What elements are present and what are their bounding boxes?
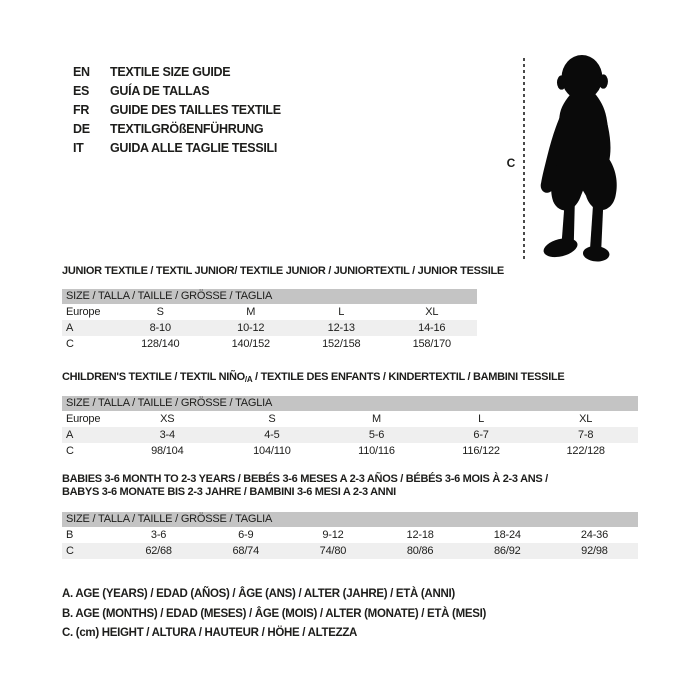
height-cell: 122/128 <box>566 445 605 457</box>
babies-size-table <box>62 512 638 559</box>
row-label: B <box>66 529 74 541</box>
junior-size-table <box>62 289 477 352</box>
language-row-it <box>73 139 281 158</box>
table-row-age-years <box>62 427 638 443</box>
size-cell: XL <box>425 306 439 318</box>
age-cell: 18-24 <box>493 529 521 541</box>
size-header-bar: SIZE / TALLA / TAILLE / GRÖSSE / TAGLIA <box>62 289 477 304</box>
language-row-es <box>73 82 281 101</box>
age-cell: 3-4 <box>159 429 175 441</box>
language-code: IT <box>73 141 84 155</box>
table-row-age-years <box>62 320 477 336</box>
row-label: C <box>66 545 74 557</box>
size-cell: L <box>338 306 345 318</box>
babies-heading-line1: BABIES 3-6 MONTH TO 2-3 YEARS / BEBÉS 3-6 MESES A 2-3 AÑOS / BÉBÉS 3-6 MOIS À 2-3 ANS / <box>62 473 548 485</box>
language-row-de <box>73 120 281 139</box>
height-measure-dashed-line <box>523 58 525 260</box>
height-cell: 116/122 <box>462 445 500 457</box>
row-label: C <box>66 338 74 350</box>
size-header-bar: SIZE / TALLA / TAILLE / GRÖSSE / TAGLIA <box>62 512 638 527</box>
children-heading-pre: CHILDREN'S TEXTILE / TEXTIL NIÑO <box>62 371 245 383</box>
age-cell: 8-10 <box>149 322 171 334</box>
language-row-fr <box>73 101 281 120</box>
children-table-heading <box>62 371 564 386</box>
age-cell: 12-18 <box>406 529 434 541</box>
age-cell: 7-8 <box>578 429 594 441</box>
size-cell: XL <box>579 413 593 425</box>
language-code: FR <box>73 103 90 117</box>
table-row-height-cm <box>62 443 638 459</box>
height-cell: 158/170 <box>412 338 451 350</box>
size-cell: XS <box>160 413 175 425</box>
age-cell: 6-9 <box>238 529 254 541</box>
height-cell: 80/86 <box>406 545 434 557</box>
children-heading-sub: /A <box>244 375 253 384</box>
language-label: GUIDE DES TAILLES TEXTILE <box>110 103 281 117</box>
size-cell: L <box>478 413 485 425</box>
height-cell: 68/74 <box>232 545 260 557</box>
height-cell: 86/92 <box>494 545 521 557</box>
language-label: TEXTILGRÖßENFÜHRUNG <box>110 122 264 136</box>
measure-label-c: C <box>506 156 516 170</box>
footnote-a-age-years: A. AGE (YEARS) / EDAD (AÑOS) / ÂGE (ANS) / ALTER (JAHRE) / ETÀ (ANNI) <box>62 588 455 600</box>
row-label: A <box>66 322 74 334</box>
size-cell: S <box>268 413 276 425</box>
footnote-b-age-months: B. AGE (MONTHS) / EDAD (MESES) / ÂGE (MOIS) / ALTER (MONATE) / ETÀ (MESI) <box>62 607 487 620</box>
table-row-europe <box>62 304 477 320</box>
height-cell: 98/104 <box>151 445 184 457</box>
height-cell: 110/116 <box>358 445 395 457</box>
age-cell: 24-36 <box>580 529 609 541</box>
table-row-europe <box>62 411 638 427</box>
row-label: Europe <box>66 413 101 425</box>
height-cell: 92/98 <box>581 545 608 557</box>
language-label: TEXTILE SIZE GUIDE <box>110 65 231 79</box>
babies-heading-line2: BABYS 3-6 MONATE BIS 2-3 JAHRE / BAMBINI 3-6 MESI A 2-3 ANNI <box>62 486 396 498</box>
toddler-silhouette-icon <box>533 54 637 269</box>
footnotes-block <box>62 585 486 644</box>
age-cell: 5-6 <box>368 429 385 441</box>
size-cell: S <box>156 306 164 318</box>
row-label: C <box>66 445 74 457</box>
language-list <box>73 63 281 158</box>
height-cell: 152/158 <box>322 338 361 350</box>
height-cell: 62/68 <box>145 545 172 557</box>
children-heading-post: / TEXTILE DES ENFANTS / KINDERTEXTIL / BAMBINI TESSILE <box>252 371 565 383</box>
age-cell: 14-16 <box>418 322 446 334</box>
size-cell: M <box>246 306 256 318</box>
row-label: A <box>66 429 74 441</box>
height-cell: 74/80 <box>319 545 347 557</box>
height-cell: 140/152 <box>231 338 270 350</box>
language-code: EN <box>73 65 90 79</box>
language-label: GUÍA DE TALLAS <box>110 84 210 98</box>
age-cell: 12-13 <box>327 322 355 334</box>
age-cell: 10-12 <box>237 322 265 334</box>
table-row-height-cm <box>62 336 477 352</box>
size-header-bar: SIZE / TALLA / TAILLE / GRÖSSE / TAGLIA <box>62 396 638 411</box>
height-cell: 104/110 <box>253 445 291 457</box>
junior-table-heading: JUNIOR TEXTILE / TEXTIL JUNIOR/ TEXTILE JUNIOR / JUNIORTEXTIL / JUNIOR TESSILE <box>62 265 504 277</box>
table-row-age-months <box>62 527 638 543</box>
language-label: GUIDA ALLE TAGLIE TESSILI <box>110 141 278 155</box>
age-cell: 3-6 <box>150 529 167 541</box>
language-code: DE <box>73 122 90 136</box>
age-cell: 9-12 <box>322 529 344 541</box>
age-cell: 4-5 <box>264 429 280 441</box>
language-code: ES <box>73 84 90 98</box>
table-row-height-cm <box>62 543 638 559</box>
children-size-table <box>62 396 638 459</box>
height-cell: 128/140 <box>141 338 180 350</box>
row-label: Europe <box>66 306 101 318</box>
language-row-en <box>73 63 281 82</box>
age-cell: 6-7 <box>473 429 489 441</box>
size-cell: M <box>372 413 381 425</box>
babies-table-heading <box>62 473 548 499</box>
footnote-c-height-cm: C. (cm) HEIGHT / ALTURA / HAUTEUR / HÖHE / ALTEZZA <box>62 627 358 639</box>
